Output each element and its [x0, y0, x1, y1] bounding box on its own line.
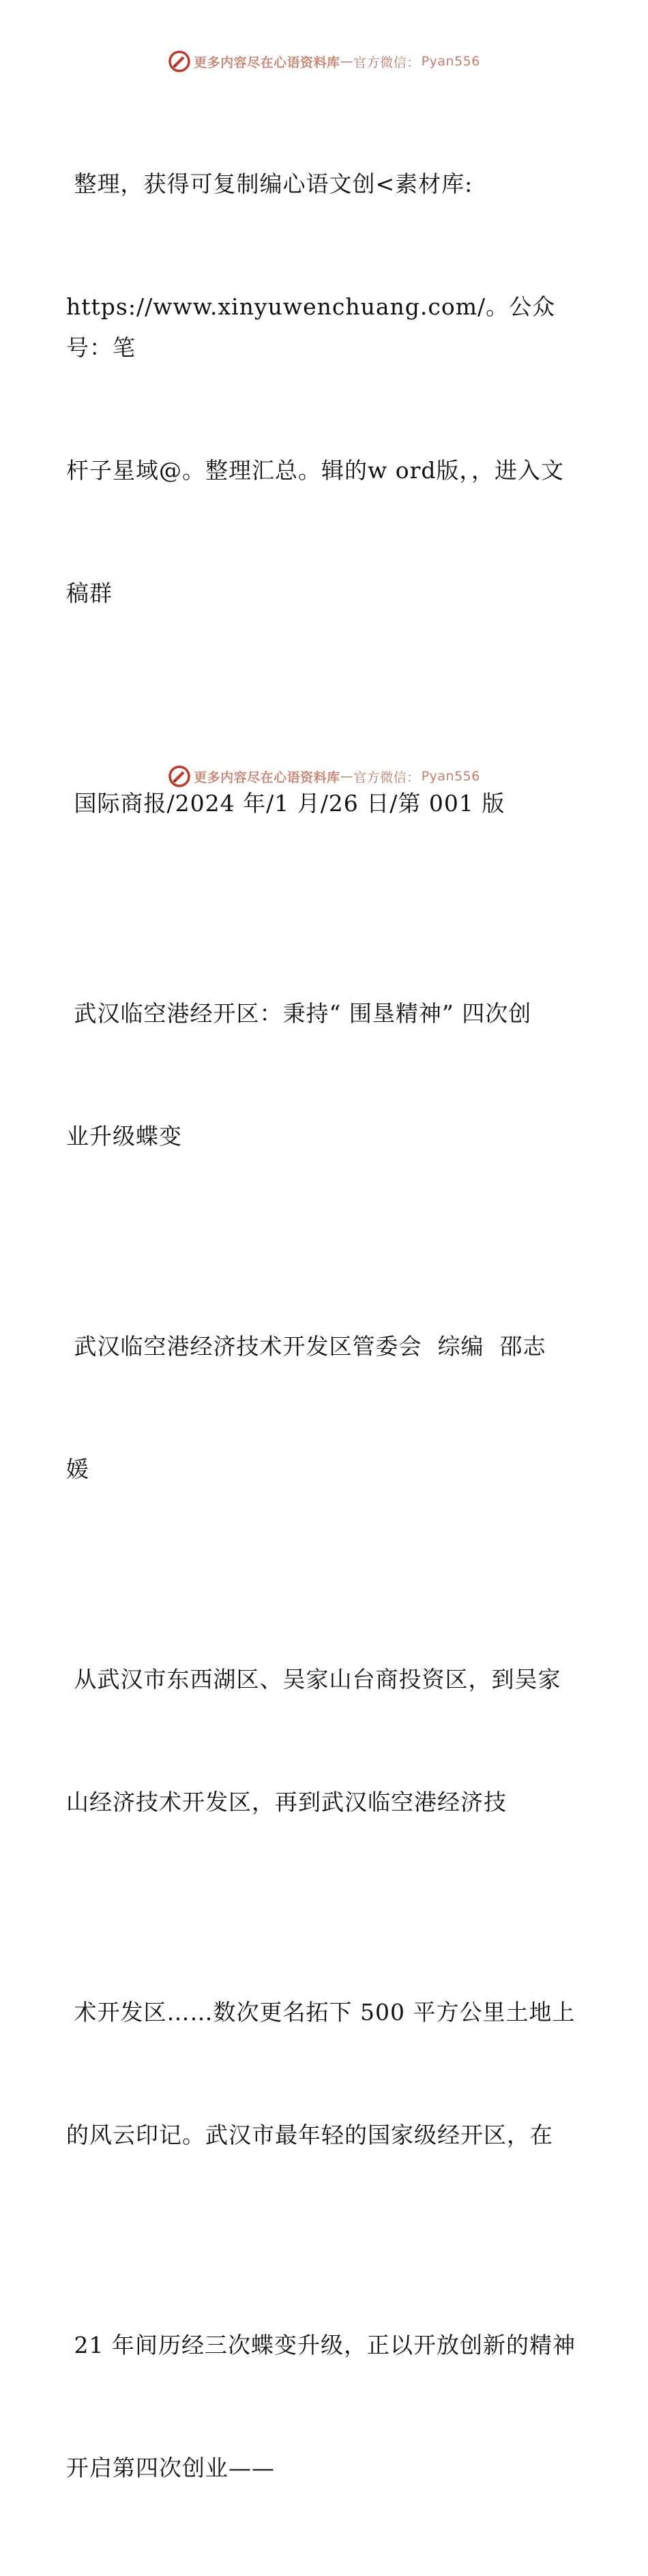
- text-line: 业升级蝶变: [66, 1123, 182, 1150]
- text-line: 国际商报/2024 年/1 月/26 日/第 001 版: [66, 790, 505, 817]
- banner-wechat-id: Pyan556: [421, 769, 480, 784]
- paragraph-source: [66, 701, 585, 906]
- paragraph-headline: [66, 911, 585, 1239]
- paragraph-intro: [66, 82, 585, 696]
- banner-dash: —: [340, 769, 354, 784]
- banner-main-text: 更多内容尽在心语资料库: [194, 55, 340, 70]
- banner-dash: —: [340, 54, 354, 69]
- banner-wechat-id: Pyan556: [421, 54, 480, 69]
- text-line: 的风云印记。武汉市最年轻的国家级经开区，在: [66, 2122, 553, 2148]
- text-line: 21 年间历经三次蝶变升级，正以开放创新的精神: [66, 2332, 576, 2358]
- banner-wechat-label: 官方微信：: [353, 55, 420, 70]
- text-line: 开启第四次创业——: [66, 2455, 275, 2481]
- text-line: 山经济技术开发区，再到武汉临空港经济技: [66, 1789, 507, 1815]
- brand-logo-icon: [168, 765, 191, 788]
- text-line: 从武汉市东西湖区、吴家山台商投资区，到吴家: [66, 1666, 561, 1693]
- text-line: 术开发区……数次更名拓下 500 平方公里土地上: [66, 1999, 576, 2025]
- brand-logo-icon: [168, 50, 191, 73]
- banner-main-text: 更多内容尽在心语资料库: [194, 770, 340, 785]
- banner-wechat-label: 官方微信：: [353, 770, 420, 785]
- header-banner: [0, 48, 648, 75]
- paragraph-byline: [66, 1244, 585, 1572]
- text-line: 稿群: [66, 580, 113, 606]
- document-body: [66, 82, 585, 2576]
- footer-banner: [0, 763, 648, 790]
- text-line: https://www.xinyuwenchuang.com/。公众号：笔: [66, 293, 556, 361]
- paragraph-body-2: [66, 1910, 585, 2238]
- text-line: 杆子星域@。整理汇总。辑的w ord版，，进入文: [66, 457, 565, 484]
- text-line: 武汉临空港经开区：秉持“ 围垦精神” 四次创: [66, 1000, 532, 1027]
- text-line: 媛: [66, 1456, 89, 1482]
- paragraph-body-3: [66, 2243, 585, 2571]
- text-line: 武汉临空港经济技术开发区管委会 综编 邵志: [66, 1333, 546, 1360]
- text-line: 整理，获得可复制编心语文创<素材库:: [66, 171, 473, 197]
- paragraph-body-1: [66, 1577, 585, 1905]
